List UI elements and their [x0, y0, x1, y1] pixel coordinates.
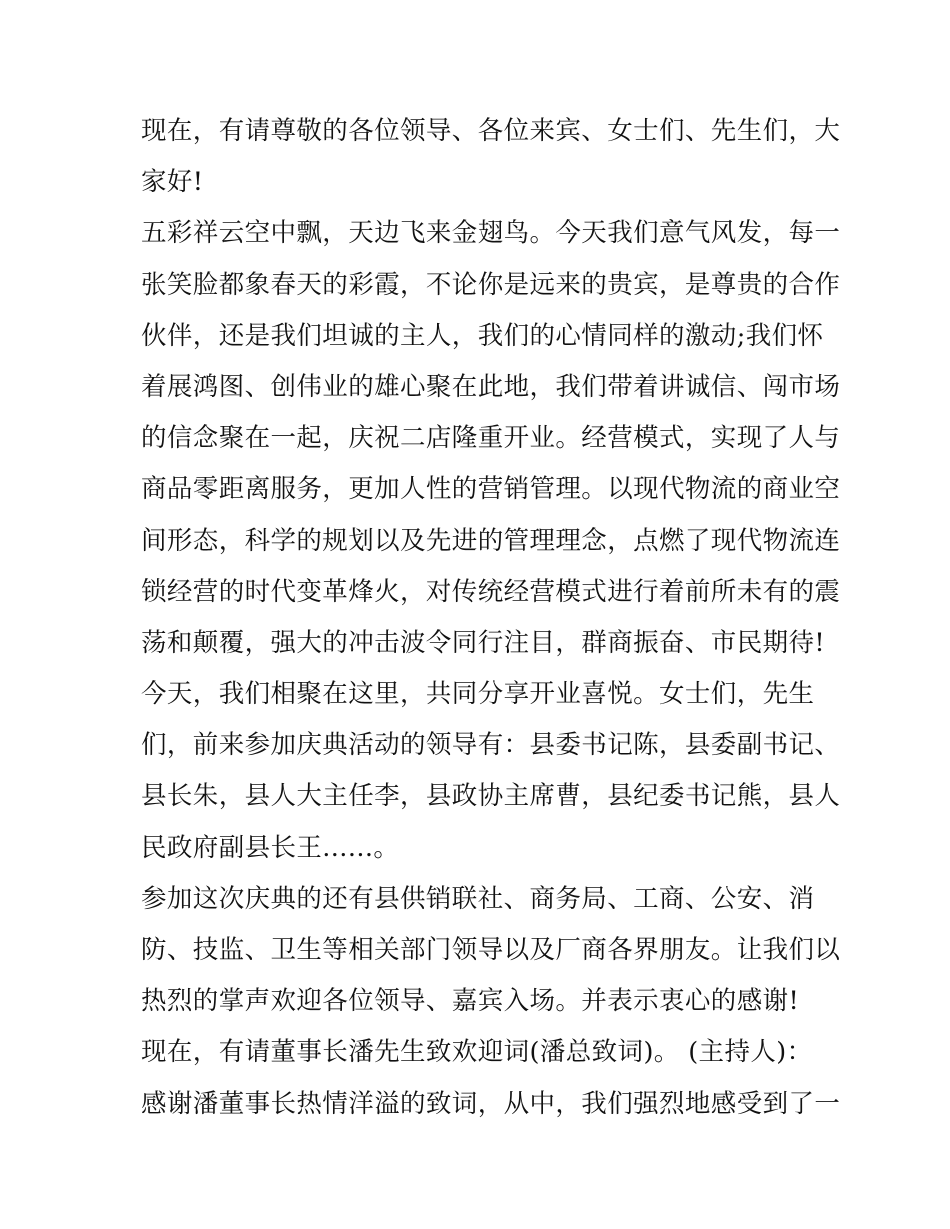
- text-line: 荡和颠覆，强大的冲击波令同行注目，群商振奋、市民期待!: [141, 627, 826, 658]
- text-line: 锁经营的时代变革烽火，对传统经营模式进行着前所未有的震: [141, 576, 841, 607]
- text-line: 今天，我们相聚在这里，共同分享开业喜悦。女士们，先生: [141, 679, 815, 710]
- text-line: 家好!: [141, 167, 204, 198]
- text-line: 热烈的掌声欢迎各位领导、嘉宾入场。并表示衷心的感谢!: [141, 986, 800, 1017]
- text-line: 的信念聚在一起，庆祝二店隆重开业。经营模式，实现了人与: [141, 423, 841, 454]
- text-line: 现在，有请尊敬的各位领导、各位来宾、女士们、先生们，大: [141, 116, 841, 146]
- text-line: 县长朱，县人大主任李，县政协主席曹，县纪委书记熊，县人: [141, 781, 841, 812]
- text-line: 现在，有请董事长潘先生致欢迎词(潘总致词)。 (主持人)：: [141, 1037, 813, 1068]
- text-line: 感谢潘董事长热情洋溢的致词，从中，我们强烈地感受到了一: [141, 1088, 841, 1119]
- text-line: 着展鸿图、创伟业的雄心聚在此地，我们带着讲诚信、闯市场: [141, 371, 841, 402]
- text-line: 防、技监、卫生等相关部门领导以及厂商各界朋友。让我们以: [141, 935, 841, 965]
- text-line: 们，前来参加庆典活动的领导有：县委书记陈，县委副书记、: [141, 730, 841, 761]
- body-text: [141, 106, 841, 1130]
- text-line: 参加这次庆典的还有县供销联社、商务局、工商、公安、消: [141, 883, 815, 914]
- text-line: 张笑脸都象春天的彩霞，不论你是远来的贵宾，是尊贵的合作: [141, 269, 841, 300]
- text-line: 间形态，科学的规划以及先进的管理理念，点燃了现代物流连: [141, 525, 841, 556]
- text-line: 商品零距离服务，更加人性的营销管理。以现代物流的商业空: [141, 474, 841, 505]
- text-line: 伙伴，还是我们坦诚的主人，我们的心情同样的激动;我们怀: [141, 320, 824, 351]
- text-line: 五彩祥云空中飘，天边飞来金翅鸟。今天我们意气风发，每一: [141, 218, 841, 249]
- text-line: 民政府副县长王......。: [141, 832, 400, 863]
